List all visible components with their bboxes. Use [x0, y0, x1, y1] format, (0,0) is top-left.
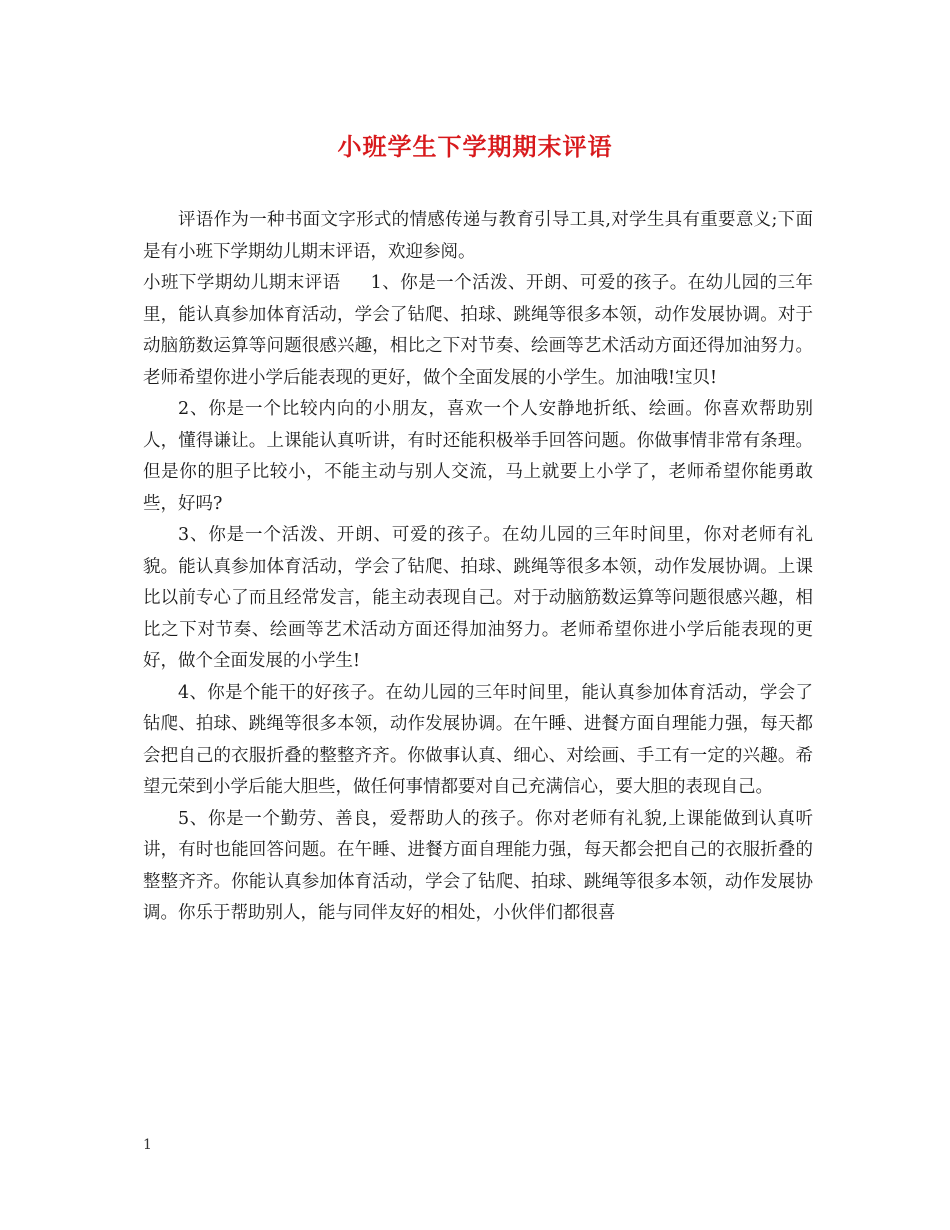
comment-3: 3、你是一个活泼、开朗、可爱的孩子。在幼儿园的三年时间里，你对老师有礼貌。能认真参加体育活动，学会了钻爬、拍球、跳绳等很多本领，动作发展协调。上课比以前专心了而且经常发言，能主动表现自己。对于动脑筋数运算等问题很感兴趣，相比之下对节奏、绘画等艺术活动方面还得加油努力。老师希望你进小学后能表现的更好，做个全面发展的小学生!: [143, 525, 813, 671]
page-number: 1: [143, 1137, 152, 1153]
comment-5: 5、你是一个勤劳、善良，爱帮助人的孩子。你对老师有礼貌,上课能做到认真听讲，有时也能回答问题。在午睡、进餐方面自理能力强，每天都会把自己的衣服折叠的整整齐齐。你能认真参加体育活动，学会了钻爬、拍球、跳绳等很多本领，动作发展协调。你乐于帮助别人，能与同伴友好的相处，小伙伴们都很喜: [143, 808, 813, 923]
comment-4: 4、你是个能干的好孩子。在幼儿园的三年时间里，能认真参加体育活动，学会了钻爬、拍球、跳绳等很多本领，动作发展协调。在午睡、进餐方面自理能力强，每天都会把自己的衣服折叠的整整齐齐。你做事认真、细心、对绘画、手工有一定的兴趣。希望元荣到小学后能大胆些，做任何事情都要对自己充满信心，要大胆的表现自己。: [143, 682, 813, 797]
comment-2: 2、你是一个比较内向的小朋友，喜欢一个人安静地折纸、绘画。你喜欢帮助别人，懂得谦让。上课能认真听讲，有时还能积极举手回答问题。你做事情非常有条理。但是你的胆子比较小，不能主动与别人交流，马上就要上小学了，老师希望你能勇敢些，好吗?: [143, 399, 813, 514]
comment-1: 1、你是一个活泼、开朗、可爱的孩子。在幼儿园的三年里，能认真参加体育活动，学会了钻爬、拍球、跳绳等很多本领，动作发展协调。对于动脑筋数运算等问题很感兴趣，相比之下对节奏、绘画等艺术活动方面还得加油努力。老师希望你进小学后能表现的更好，做个全面发展的小学生。加油哦!宝贝!: [143, 273, 814, 388]
document-title: 小班学生下学期期末评语: [337, 132, 613, 161]
first-comment-paragraph: [143, 268, 813, 394]
section-heading: 小班下学期幼儿期末评语: [143, 273, 341, 293]
intro-paragraph: 评语作为一种书面文字形式的情感传递与教育引导工具,对学生具有重要意义;下面是有小班下学期幼儿期末评语，欢迎参阅。: [143, 210, 813, 262]
document-body: [143, 205, 813, 930]
